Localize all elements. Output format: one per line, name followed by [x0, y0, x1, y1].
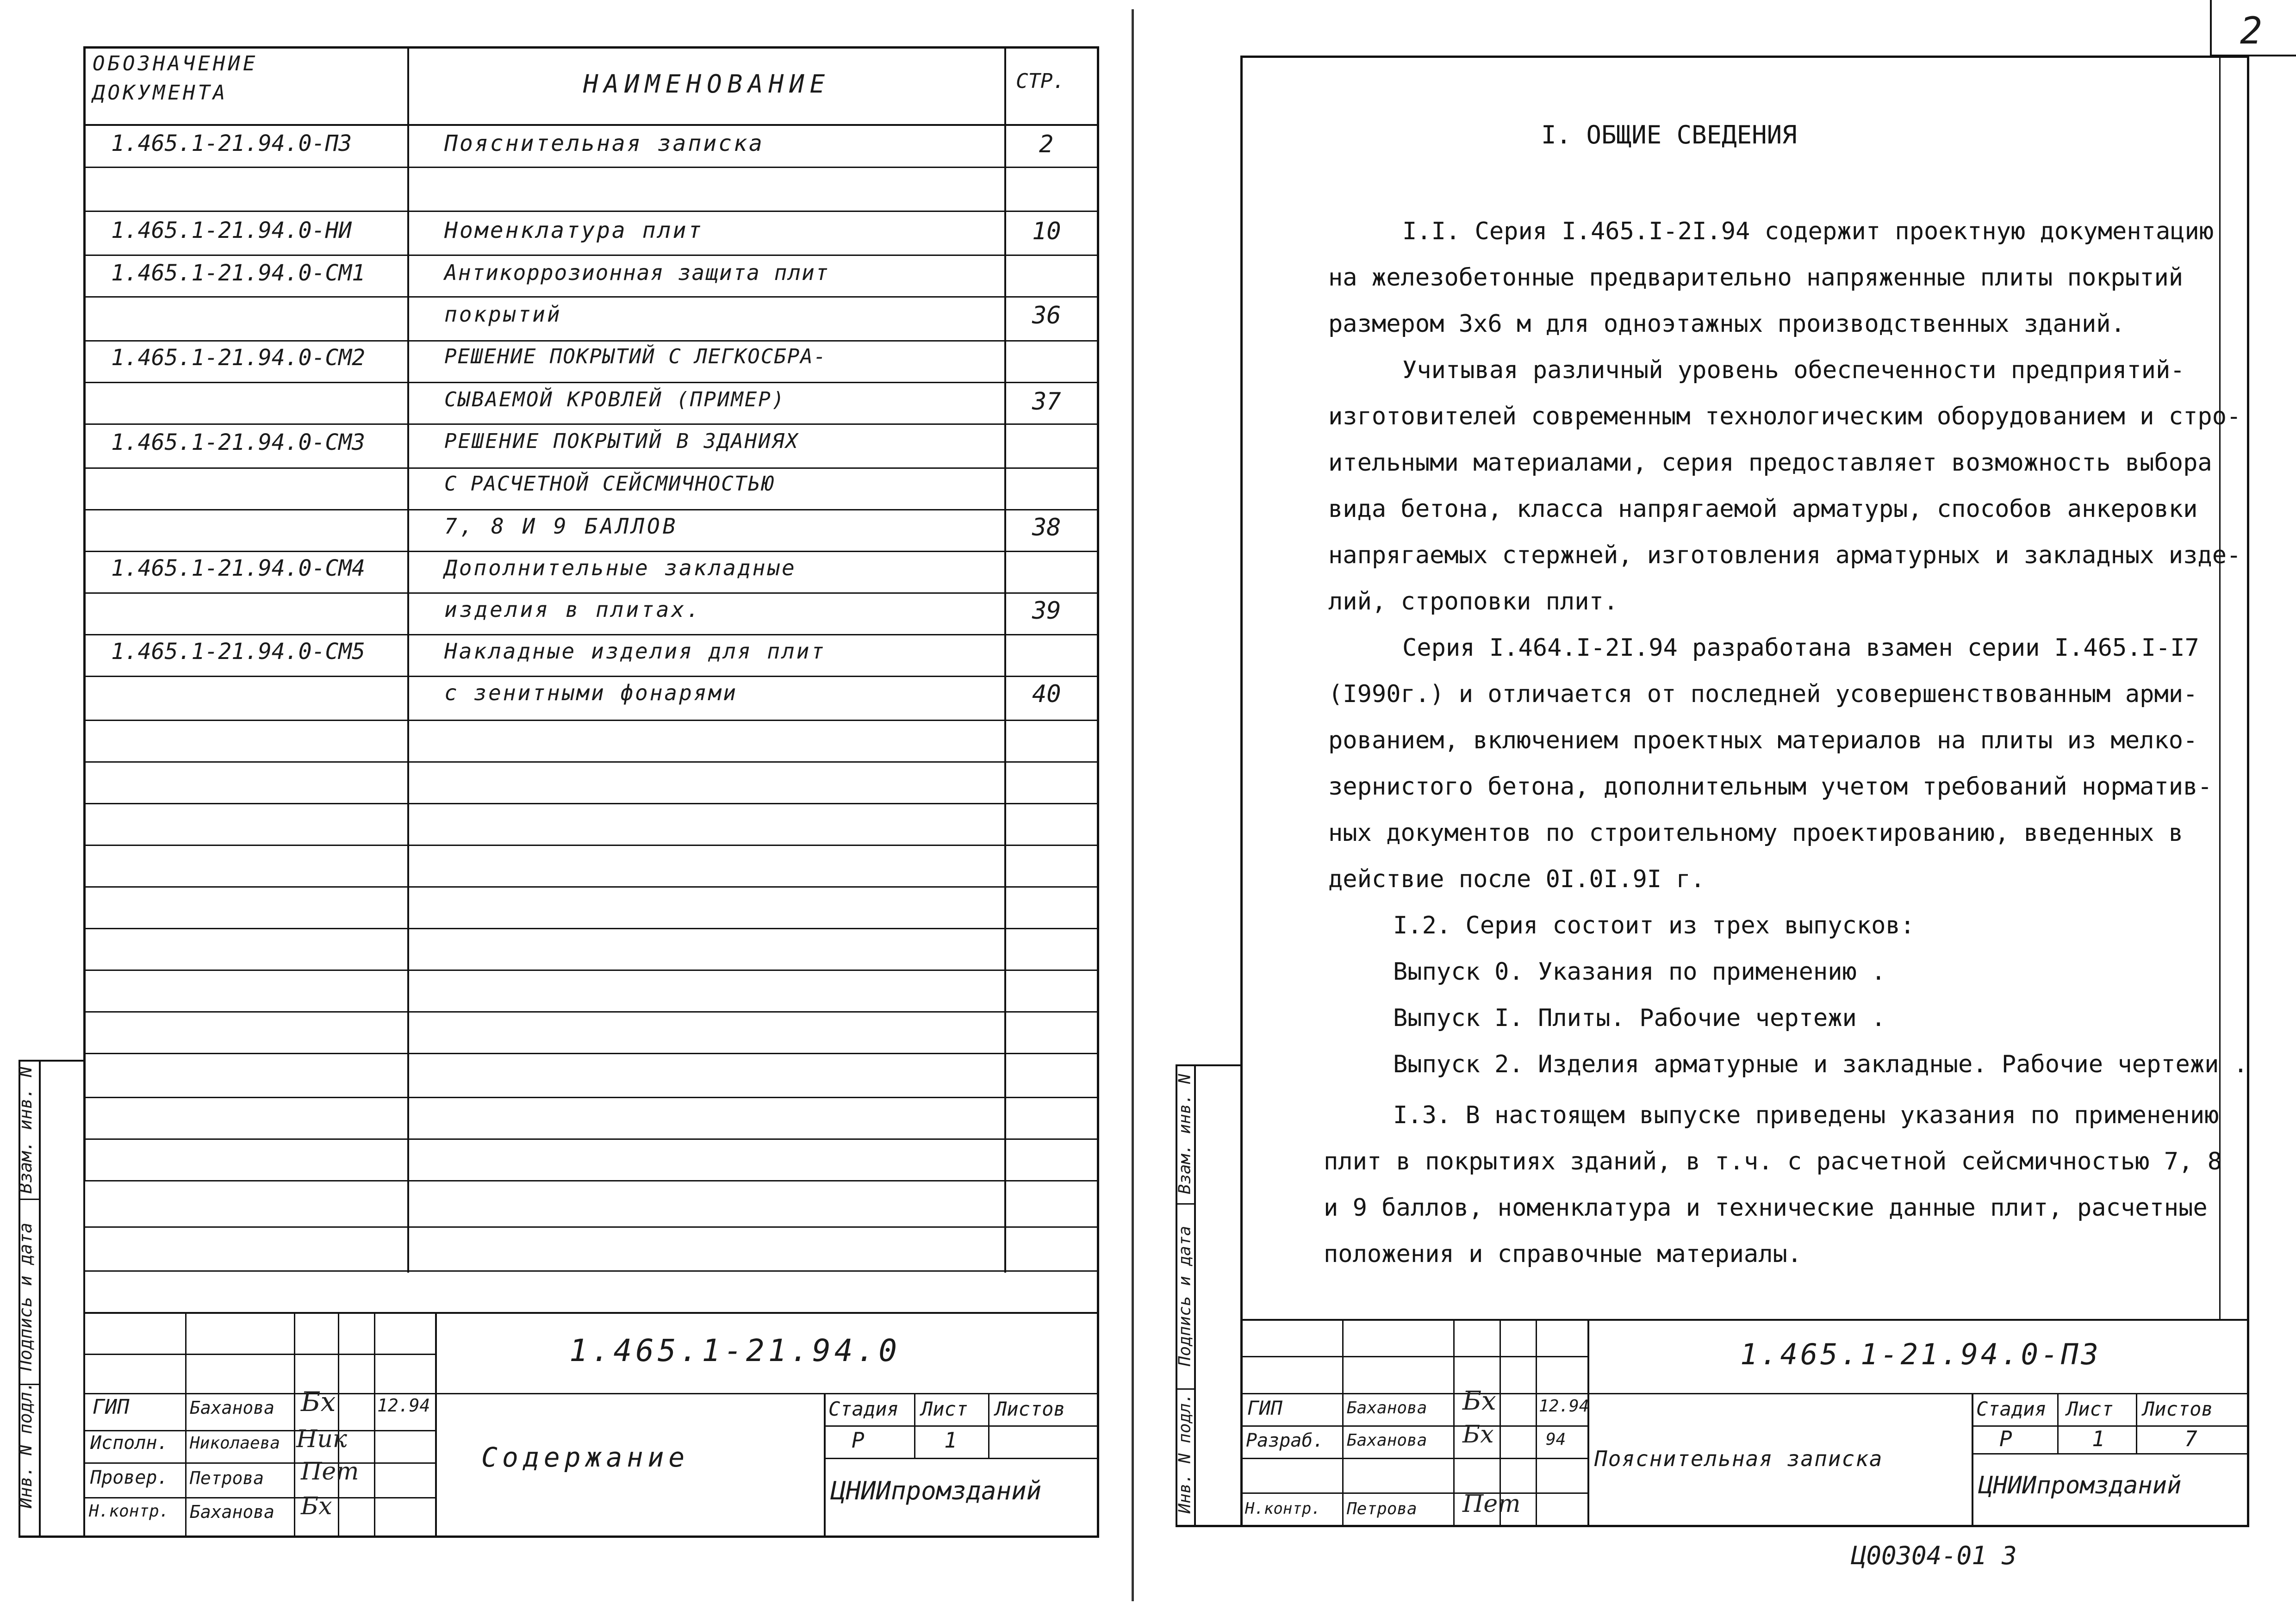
row-page: 37 [1032, 388, 1061, 416]
role-name: Петрова [1347, 1499, 1417, 1518]
row-name: Дополнительные закладные [444, 555, 796, 580]
margin-label-replace: Взам. инв. N [15, 1066, 36, 1194]
role-signature: Бх [1462, 1386, 1496, 1416]
row-page: 40 [1032, 680, 1061, 708]
role-signature: Бх [301, 1386, 336, 1417]
role-signature: Ник [296, 1425, 347, 1453]
org-name: ЦНИИпромзданий [1979, 1472, 2182, 1499]
role-signature: Бх [1462, 1421, 1494, 1448]
text-line: положения и справочные материалы. [1324, 1240, 1802, 1268]
header-name: НАИМЕНОВАНИЕ [583, 69, 831, 99]
stage-value: Р [852, 1428, 865, 1453]
text-line: Серия I.464.I-2I.94 разработана взамен серии I.465.I-I7 [1402, 634, 2199, 662]
role-label: Разраб. [1246, 1430, 1324, 1451]
row-name: 7, 8 И 9 БАЛЛОВ [444, 514, 678, 539]
row-name: с зенитными фонарями [444, 680, 738, 705]
text-line: I.3. В настоящем выпуске приведены указания по применению [1393, 1101, 2219, 1129]
margin-label-signature: Подпись и дата [1175, 1225, 1195, 1367]
stage-label: Стадия [1976, 1398, 2047, 1420]
row-name: РЕШЕНИЕ ПОКРЫТИЙ С ЛЕГКОСБРА- [444, 345, 827, 368]
row-name: СЫВАЕМОЙ КРОВЛЕЙ (ПРИМЕР) [444, 388, 786, 411]
stamp-code: 1.465.1-21.94.0-ПЗ [1740, 1337, 2101, 1371]
archive-number: Ц00304-01 3 [1851, 1541, 2017, 1570]
role-date: 12.94 [1539, 1397, 1589, 1416]
text-line: (I990г.) и отличается от последней усовершенствованным арми- [1328, 680, 2198, 708]
text-line: Выпуск 0. Указания по применению . [1393, 958, 1886, 986]
row-page: 36 [1032, 302, 1061, 329]
text-line: изготовителей современным технологическим оборудованием и стро- [1328, 403, 2241, 430]
role-label: Исполн. [90, 1432, 168, 1454]
role-label: Провер. [90, 1467, 168, 1488]
text-line: ных документов по строительному проектированию, введенных в [1328, 819, 2184, 847]
sheet-label: Лист [921, 1398, 968, 1420]
row-page: 38 [1032, 514, 1061, 541]
row-name: Пояснительная записка [444, 131, 764, 156]
role-label: ГИП [93, 1395, 130, 1419]
text-line: I.I. Серия I.465.I-2I.94 содержит проектную документацию [1402, 218, 2214, 245]
row-code: 1.465.1-21.94.0-СМ2 [111, 345, 366, 371]
role-signature: Пет [1462, 1490, 1521, 1518]
stamp-title: Пояснительная записка [1594, 1446, 1883, 1471]
row-code: 1.465.1-21.94.0-СМ3 [111, 429, 366, 455]
text-line: ительными материалами, серия предоставляет возможность выбора [1328, 449, 2212, 477]
text-line: Учитывая различный уровень обеспеченности предприятий- [1402, 356, 2185, 384]
stage-value: Р [1999, 1426, 2012, 1451]
row-code: 1.465.1-21.94.0-НИ [111, 218, 352, 243]
role-name: Баханова [1347, 1399, 1427, 1417]
text-line: на железобетонные предварительно напряженные плиты покрытий [1328, 264, 2184, 292]
sheet-value: 1 [2092, 1426, 2105, 1451]
text-line: напрягаемых стержней, изготовления арматурных и закладных изде- [1328, 541, 2241, 569]
row-name: РЕШЕНИЕ ПОКРЫТИЙ В ЗДАНИЯХ [444, 429, 799, 453]
role-date: 94 [1546, 1430, 1566, 1449]
margin-label-inv-orig: Инв. N подл. [1175, 1393, 1195, 1514]
row-code: 1.465.1-21.94.0-СМ4 [111, 555, 366, 581]
margin-label-inv-orig: Инв. N подл. [15, 1381, 36, 1509]
role-name: Баханова [190, 1502, 275, 1522]
role-date: 12.94 [377, 1395, 430, 1416]
header-page: СТР. [1016, 69, 1065, 93]
text-line: I.2. Серия состоит из трех выпусков: [1393, 912, 1915, 939]
sheets-value: 7 [2184, 1426, 2197, 1451]
page-number: 2 [2240, 9, 2263, 52]
text-line: лий, строповки плит. [1328, 588, 1618, 615]
row-name: Номенклатура плит [444, 218, 703, 243]
text-line: Выпуск 2. Изделия арматурные и закладные. Рабочие чертежи . [1393, 1051, 2248, 1078]
row-page: 39 [1032, 597, 1061, 625]
role-name: Петрова [190, 1468, 264, 1488]
text-line: размером 3х6 м для одноэтажных производственных зданий. [1328, 310, 2125, 338]
row-name: изделия в плитах. [444, 597, 702, 622]
text-line: плит в покрытиях зданий, в т.ч. с расчетной сейсмичностью 7, 8 [1324, 1148, 2222, 1175]
role-label: Н.контр. [1245, 1499, 1321, 1518]
row-name: Антикоррозионная защита плит [444, 260, 829, 285]
header-designation: ОБОЗНАЧЕНИЕ ДОКУМЕНТА [93, 52, 258, 105]
sheet-label: Лист [2066, 1398, 2114, 1420]
role-name: Баханова [1347, 1431, 1427, 1450]
text-line: рованием, включением проектных материалов на плиты из мелко- [1328, 727, 2198, 754]
section-title: I. ОБЩИЕ СВЕДЕНИЯ [1541, 120, 1797, 149]
text-line: действие после 0I.0I.9I г. [1328, 865, 1705, 893]
sheet-value: 1 [944, 1428, 957, 1453]
org-name: ЦНИИпромзданий [831, 1476, 1042, 1505]
row-name: покрытий [444, 302, 562, 327]
row-code: 1.465.1-21.94.0-СМ5 [111, 639, 366, 665]
row-page: 2 [1039, 131, 1054, 158]
row-page: 10 [1032, 218, 1061, 245]
fold-line [1132, 9, 1134, 1601]
sheets-label: Листов [2143, 1398, 2213, 1420]
row-code: 1.465.1-21.94.0-СМ1 [111, 260, 366, 286]
stamp-code: 1.465.1-21.94.0 [569, 1333, 901, 1368]
margin-label-signature: Подпись и дата [15, 1222, 36, 1371]
text-line: и 9 баллов, номенклатура и технические данные плит, расчетные [1324, 1194, 2208, 1222]
text-line: вида бетона, класса напрягаемой арматуры, способов анкеровки [1328, 495, 2198, 523]
stage-label: Стадия [828, 1398, 899, 1420]
text-line: Выпуск I. Плиты. Рабочие чертежи . [1393, 1004, 1886, 1032]
text-line: зернистого бетона, дополнительным учетом требований норматив- [1328, 773, 2212, 801]
stamp-title: Содержание [481, 1442, 690, 1473]
row-name: Накладные изделия для плит [444, 639, 826, 664]
role-label: ГИП [1247, 1397, 1282, 1419]
role-name: Баханова [190, 1398, 275, 1418]
right-sheet [1148, 0, 2296, 1610]
row-code: 1.465.1-21.94.0-ПЗ [111, 131, 352, 156]
role-signature: Пет [301, 1458, 359, 1486]
row-name: С РАСЧЕТНОЙ СЕЙСМИЧНОСТЬЮ [444, 472, 774, 496]
role-name: Николаева [190, 1434, 280, 1453]
sheets-label: Листов [995, 1398, 1065, 1420]
role-label: Н.контр. [89, 1502, 169, 1521]
margin-label-replace: Взам. инв. N [1175, 1074, 1195, 1194]
role-signature: Бх [301, 1492, 332, 1520]
